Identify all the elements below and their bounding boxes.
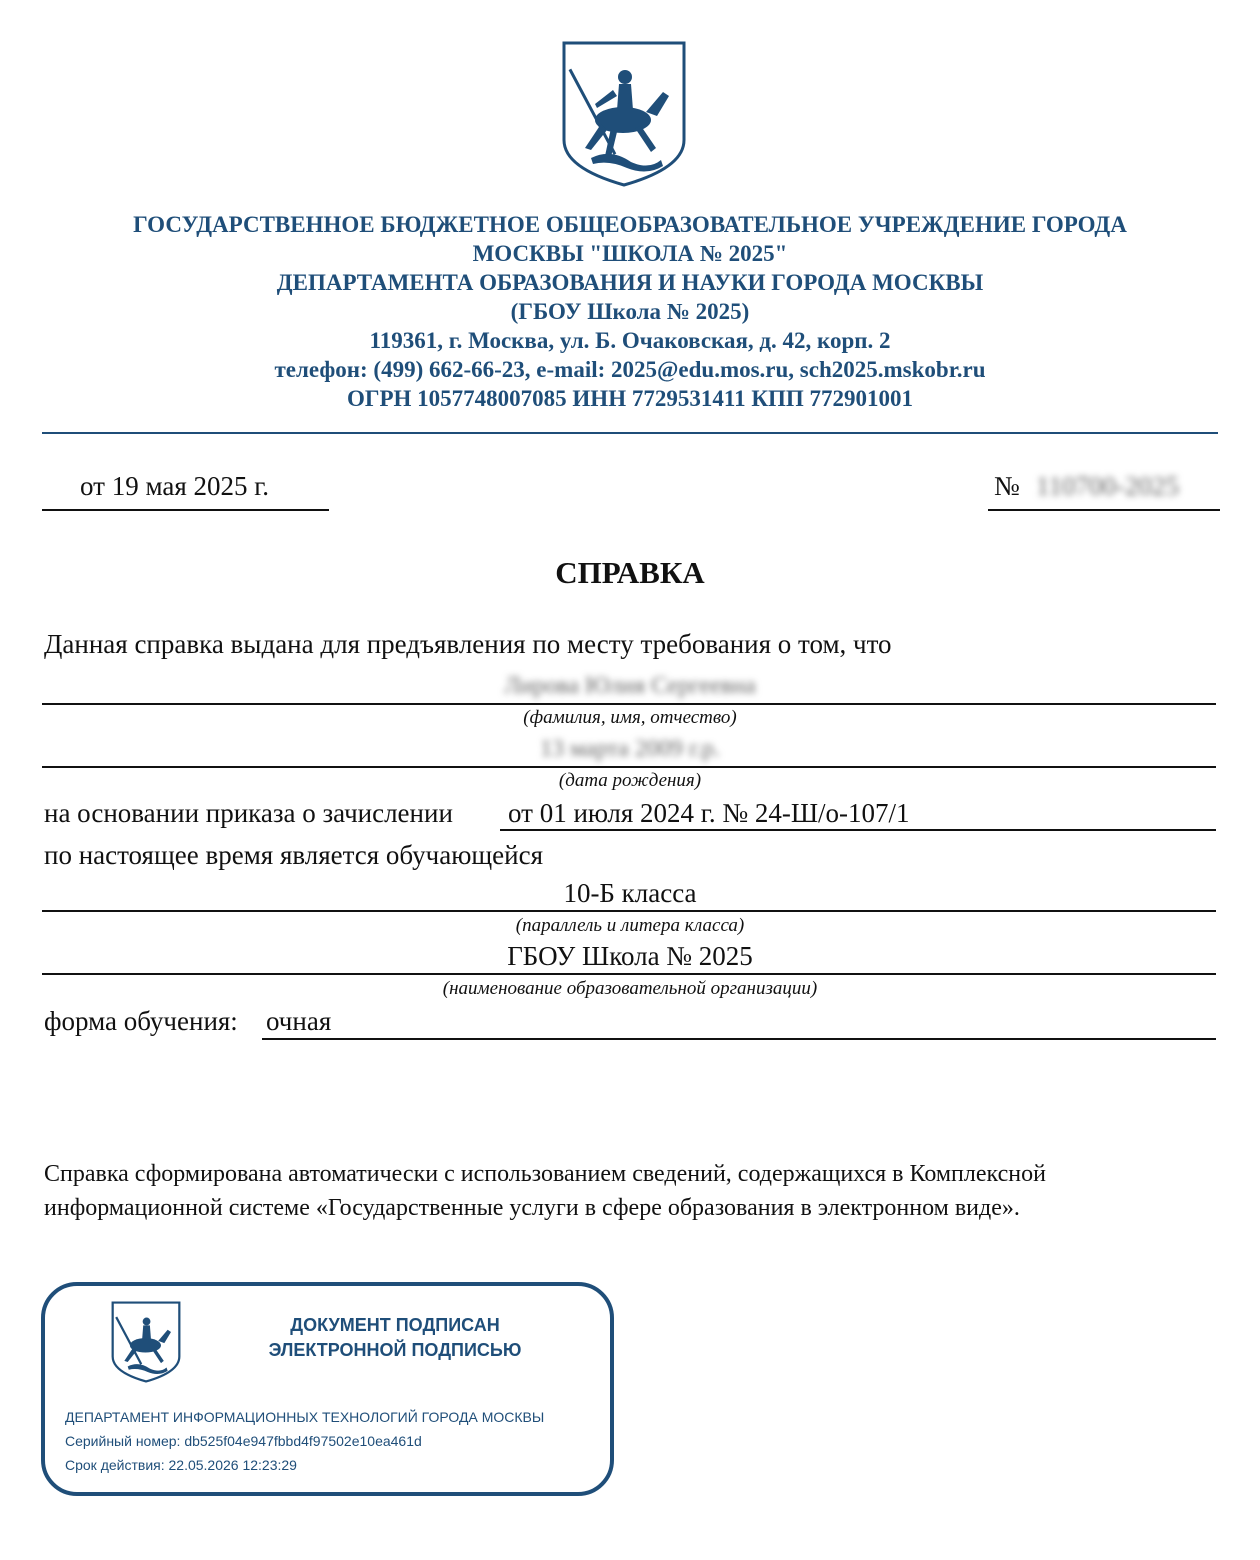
birth-underline <box>42 766 1216 768</box>
document-title: СПРАВКА <box>555 555 705 590</box>
header-line-registration: ОГРН 1057748007085 ИНН 7729531411 КПП 772901001 <box>346 386 914 411</box>
order-underline <box>500 829 1216 831</box>
stamp-department: ДЕПАРТАМЕНТ ИНФОРМАЦИОННЫХ ТЕХНОЛОГИЙ ГОРОДА МОСКВЫ <box>65 1409 545 1425</box>
header-line-department: ДЕПАРТАМЕНТА ОБРАЗОВАНИЯ И НАУКИ ГОРОДА МОСКВЫ <box>276 270 984 295</box>
organization-caption: (наименование образовательной организации) <box>442 978 818 999</box>
footer-note-line1: Справка сформирована автоматически с использованием сведений, содержащихся в Комплексной <box>44 1161 1046 1187</box>
birth-caption: (дата рождения) <box>558 770 702 791</box>
electronic-signature-stamp <box>41 1282 614 1496</box>
organization-value: ГБОУ Школа № 2025 <box>507 941 753 971</box>
header-line-address: 119361, г. Москва, ул. Б. Очаковская, д. 42, корп. 2 <box>369 328 891 353</box>
footer-note-line2: информационной системе «Государственные услуги в сфере образования в электронном виде». <box>44 1195 1020 1221</box>
header-line-contacts: телефон: (499) 662-66-23, e-mail: 2025@edu.mos.ru, sch2025.mskobr.ru <box>274 357 986 382</box>
number-underline <box>988 509 1220 511</box>
header-line-school: МОСКВЫ "ШКОЛА № 2025" <box>472 241 788 266</box>
name-underline <box>42 703 1216 705</box>
order-value: от 01 июля 2024 г. № 24-Ш/о-107/1 <box>508 798 910 828</box>
stamp-title-line1: ДОКУМЕНТ ПОДПИСАН <box>290 1315 500 1335</box>
study-form-underline <box>262 1038 1216 1040</box>
student-name-redacted: Лирова Юлия Сергеевна <box>504 673 756 699</box>
birth-date-redacted: 13 марта 2009 г.р. <box>540 736 720 762</box>
moscow-coat-of-arms-emblem <box>561 40 687 188</box>
stamp-serial-number: Серийный номер: db525f04e947fbbd4f97502e10ea461d <box>65 1433 422 1449</box>
date-underline <box>42 509 329 511</box>
status-text: по настоящее время является обучающейся <box>44 840 543 870</box>
intro-text: Данная справка выдана для предъявления по месту требования о том, что <box>44 629 892 659</box>
document-date: от 19 мая 2025 г. <box>80 471 270 501</box>
class-value: 10-Б класса <box>563 878 697 908</box>
study-form-label: форма обучения: <box>44 1006 238 1036</box>
document-number-redacted: 110700-2025 <box>1036 471 1179 501</box>
study-form-value: очная <box>266 1006 332 1036</box>
header-divider <box>42 432 1218 434</box>
name-caption: (фамилия, имя, отчество) <box>523 707 737 728</box>
organization-underline <box>42 973 1216 975</box>
stamp-validity: Срок действия: 22.05.2026 12:23:29 <box>65 1457 297 1473</box>
stamp-title-line2: ЭЛЕКТРОННОЙ ПОДПИСЬЮ <box>268 1340 522 1360</box>
stamp-coat-of-arms-icon <box>111 1300 181 1384</box>
number-prefix: № <box>994 471 1020 501</box>
header-line-short-name: (ГБОУ Школа № 2025) <box>510 299 750 324</box>
class-caption: (параллель и литера класса) <box>515 915 745 936</box>
class-underline <box>42 910 1216 912</box>
header-line-institution: ГОСУДАРСТВЕННОЕ БЮДЖЕТНОЕ ОБЩЕОБРАЗОВАТЕЛЬНОЕ УЧРЕЖДЕНИЕ ГОРОДА <box>133 212 1127 237</box>
order-label: на основании приказа о зачислении <box>44 798 453 828</box>
